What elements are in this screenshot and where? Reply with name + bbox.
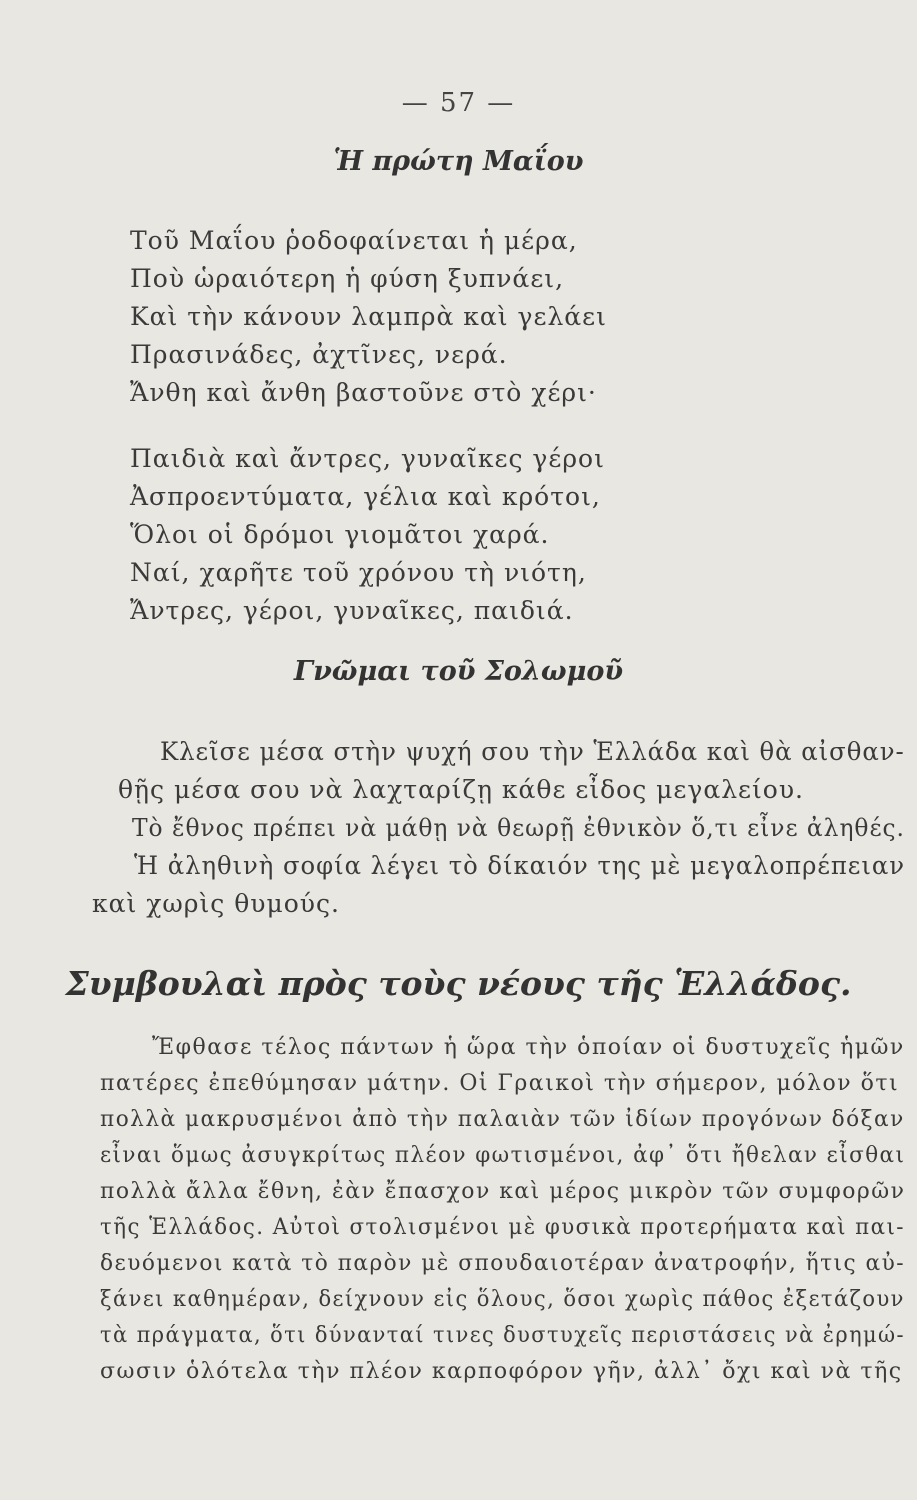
verse-line: Καὶ τὴν κάνουν λαμπρὰ καὶ γελάει — [130, 302, 607, 331]
text-line: τὰ πράγματα, ὅτι δύνανταί τινες δυστυχεῖς περιστάσεις νὰ ἐρημώ- — [100, 1323, 905, 1348]
poem-title: Ἡ πρώτη Μαΐου — [333, 146, 584, 177]
text-line: καὶ χωρὶς θυμούς. — [92, 889, 340, 918]
text-line: τῆς Ἑλλάδος. Αὐτοὶ στολισμένοι μὲ φυσικὰ προτερήματα καὶ παι- — [100, 1215, 905, 1240]
verse-line: Ἄντρες, γέροι, γυναῖκες, παιδιά. — [130, 596, 574, 625]
text-line: πολλὰ μακρυσμένοι ἀπὸ τὴν παλαιὰν τῶν ἰδίων προγόνων δόξαν — [100, 1107, 905, 1132]
advice-title: Συμβουλαὶ πρὸς τοὺς νέους τῆς Ἑλλάδος. — [65, 964, 852, 1003]
text-line: εἶναι ὅμως ἀσυγκρίτως πλέον φωτισμένοι, ἀφ᾽ ὅτι ἤθελαν εἶσθαι — [100, 1143, 906, 1168]
verse-line: Παιδιὰ καὶ ἄντρες, γυναῖκες γέροι — [130, 444, 605, 473]
text-line: δευόμενοι κατὰ τὸ παρὸν μὲ σπουδαιοτέραν ἀνατροφήν, ἥτις αὐ- — [100, 1251, 906, 1276]
text-line: Ἔφθασε τέλος πάντων ἡ ὥρα τὴν ὁποίαν οἱ δυστυχεῖς ἡμῶν — [152, 1035, 905, 1060]
poem-stanza-2 — [130, 440, 605, 630]
text-line: Ἡ ἀληθινὴ σοφία λέγει τὸ δίκαιόν της μὲ μεγαλοπρέπειαν — [134, 851, 905, 880]
maxims-title: Γνῶμαι τοῦ Σολωμοῦ — [293, 656, 624, 687]
text-line: Τὸ ἔθνος πρέπει νὰ μάθῃ νὰ θεωρῇ ἐθνικὸν ὅ,τι εἶνε ἀληθές. — [132, 814, 905, 842]
text-line: πατέρες ἐπεθύμησαν μάτην. Οἱ Γραικοὶ τὴν σήμερον, μόλον ὅτι — [100, 1071, 900, 1096]
text-line: θῇς μέσα σου νὰ λαχταρίζῃ κάθε εἶδος μεγαλείου. — [118, 775, 805, 804]
text-line: ξάνει καθημέραν, δείχνουν εἰς ὅλους, ὅσοι χωρὶς πάθος ἐξετάζουν — [100, 1287, 905, 1312]
text-line: σωσιν ὁλότελα τὴν πλέον καρποφόρον γῆν, ἀλλ᾽ ὄχι καὶ νὰ τῆς — [100, 1359, 903, 1384]
verse-line: Ἄνθη καὶ ἄνθη βαστοῦνε στὸ χέρι· — [130, 378, 597, 407]
page-number: — 57 — — [401, 88, 516, 118]
verse-line: Τοῦ Μαΐου ῥοδοφαίνεται ἡ μέρα, — [130, 226, 578, 255]
verse-line: Ὅλοι οἱ δρόμοι γιομᾶτοι χαρά. — [130, 520, 550, 549]
text-line: Κλεῖσε μέσα στὴν ψυχή σου τὴν Ἑλλάδα καὶ θὰ αἰσθαν- — [160, 737, 905, 766]
text-line: πολλὰ ἄλλα ἔθνη, ἐὰν ἔπασχον καὶ μέρος μικρὸν τῶν συμφορῶν — [100, 1179, 906, 1204]
verse-line: Ναί, χαρῆτε τοῦ χρόνου τὴ νιότη, — [130, 558, 587, 587]
poem-stanza-1 — [130, 222, 607, 412]
verse-line: Ἀσπροεντύματα, γέλια καὶ κρότοι, — [130, 482, 601, 511]
verse-line: Πρασινάδες, ἀχτῖνες, νερά. — [130, 340, 508, 369]
verse-line: Ποὺ ὡραιότερη ἡ φύση ξυπνάει, — [130, 264, 565, 293]
